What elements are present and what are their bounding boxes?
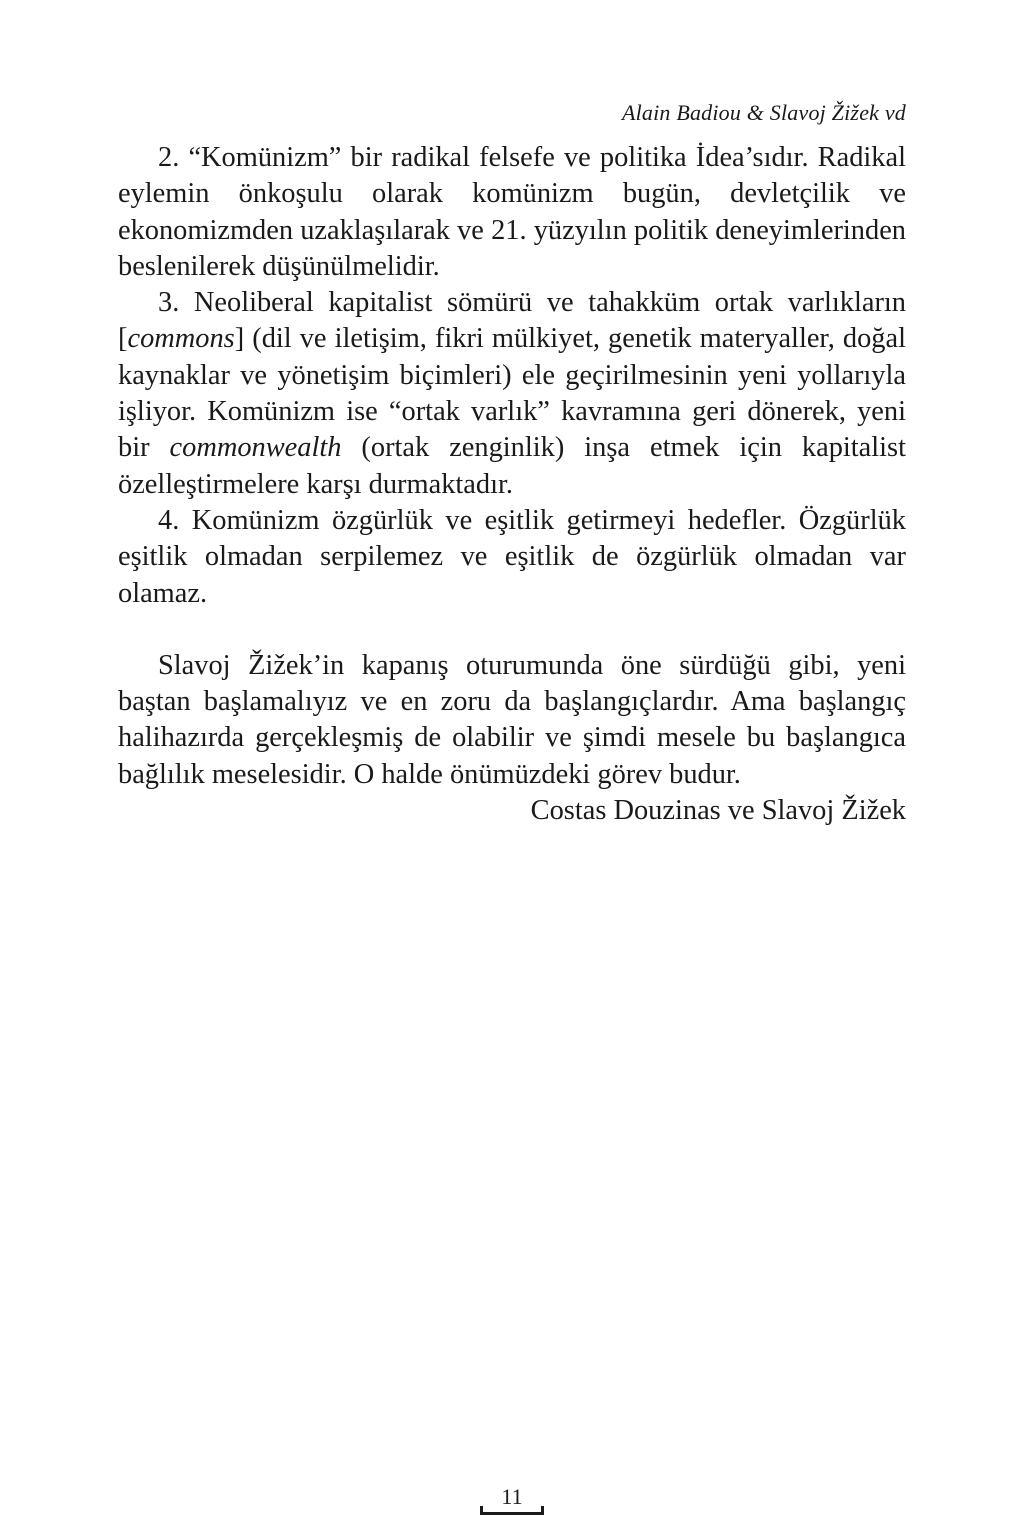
paragraph-point-3-text-1: 3. Neoliberal kapitalist sömürü ve tahakküm ortak varlıkların [ bbox=[118, 287, 906, 355]
page-number: 11 bbox=[501, 1484, 523, 1509]
paragraph-point-3-text-3: (ortak zenginlik) inşa etmek için kapitalist özelleştirmelere karşı durmaktadır. bbox=[118, 432, 906, 500]
paragraph-closing: Slavoj Žižek’in kapanış oturumunda öne sürdüğü gibi, yeni baştan başlamalıyız ve en zoru da başlangıçlardır. Ama başlangıç halihazırda gerçekleşmiş de olabilir ve şimdi mesele bu başlangıca bağlılık meselesidir. O halde önümüzdeki görev budur. bbox=[118, 649, 906, 790]
main-text bbox=[118, 140, 906, 829]
paragraph-point-3-text-2: ] (dil ve iletişim, fikri mülkiyet, genetik materyaller, doğal kaynaklar ve yönetişim biçimleri) ele geçirilmesinin yeni yollarıyla işliyor. Komünizm ise “ortak varlık” kavramına geri dönerek, yeni bir bbox=[118, 323, 906, 464]
running-header: Alain Badiou & Slavoj Žižek vd bbox=[621, 100, 906, 125]
term-commonwealth: commonwealth bbox=[169, 432, 342, 464]
signature: Costas Douzinas ve Slavoj Žižek bbox=[530, 795, 906, 827]
paragraph-point-2: 2. “Komünizm” bir radikal felsefe ve politika İdea’sıdır. Radikal eylemin önkoşulu olarak komünizm bugün, devletçilik ve ekonomizmden uzaklaşılarak ve 21. yüzyılın politik deneyimlerinden beslenilerek düşünülmelidir. bbox=[118, 142, 906, 282]
paragraph-point-3 bbox=[118, 285, 906, 503]
paragraph-point-4: 4. Komünizm özgürlük ve eşitlik getirmeyi hedefler. Özgürlük eşitlik olmadan serpilemez ve eşitlik de özgürlük olmadan var olamaz. bbox=[118, 504, 906, 609]
term-commons: commons bbox=[127, 323, 235, 355]
page-number-bracket bbox=[480, 1512, 544, 1515]
